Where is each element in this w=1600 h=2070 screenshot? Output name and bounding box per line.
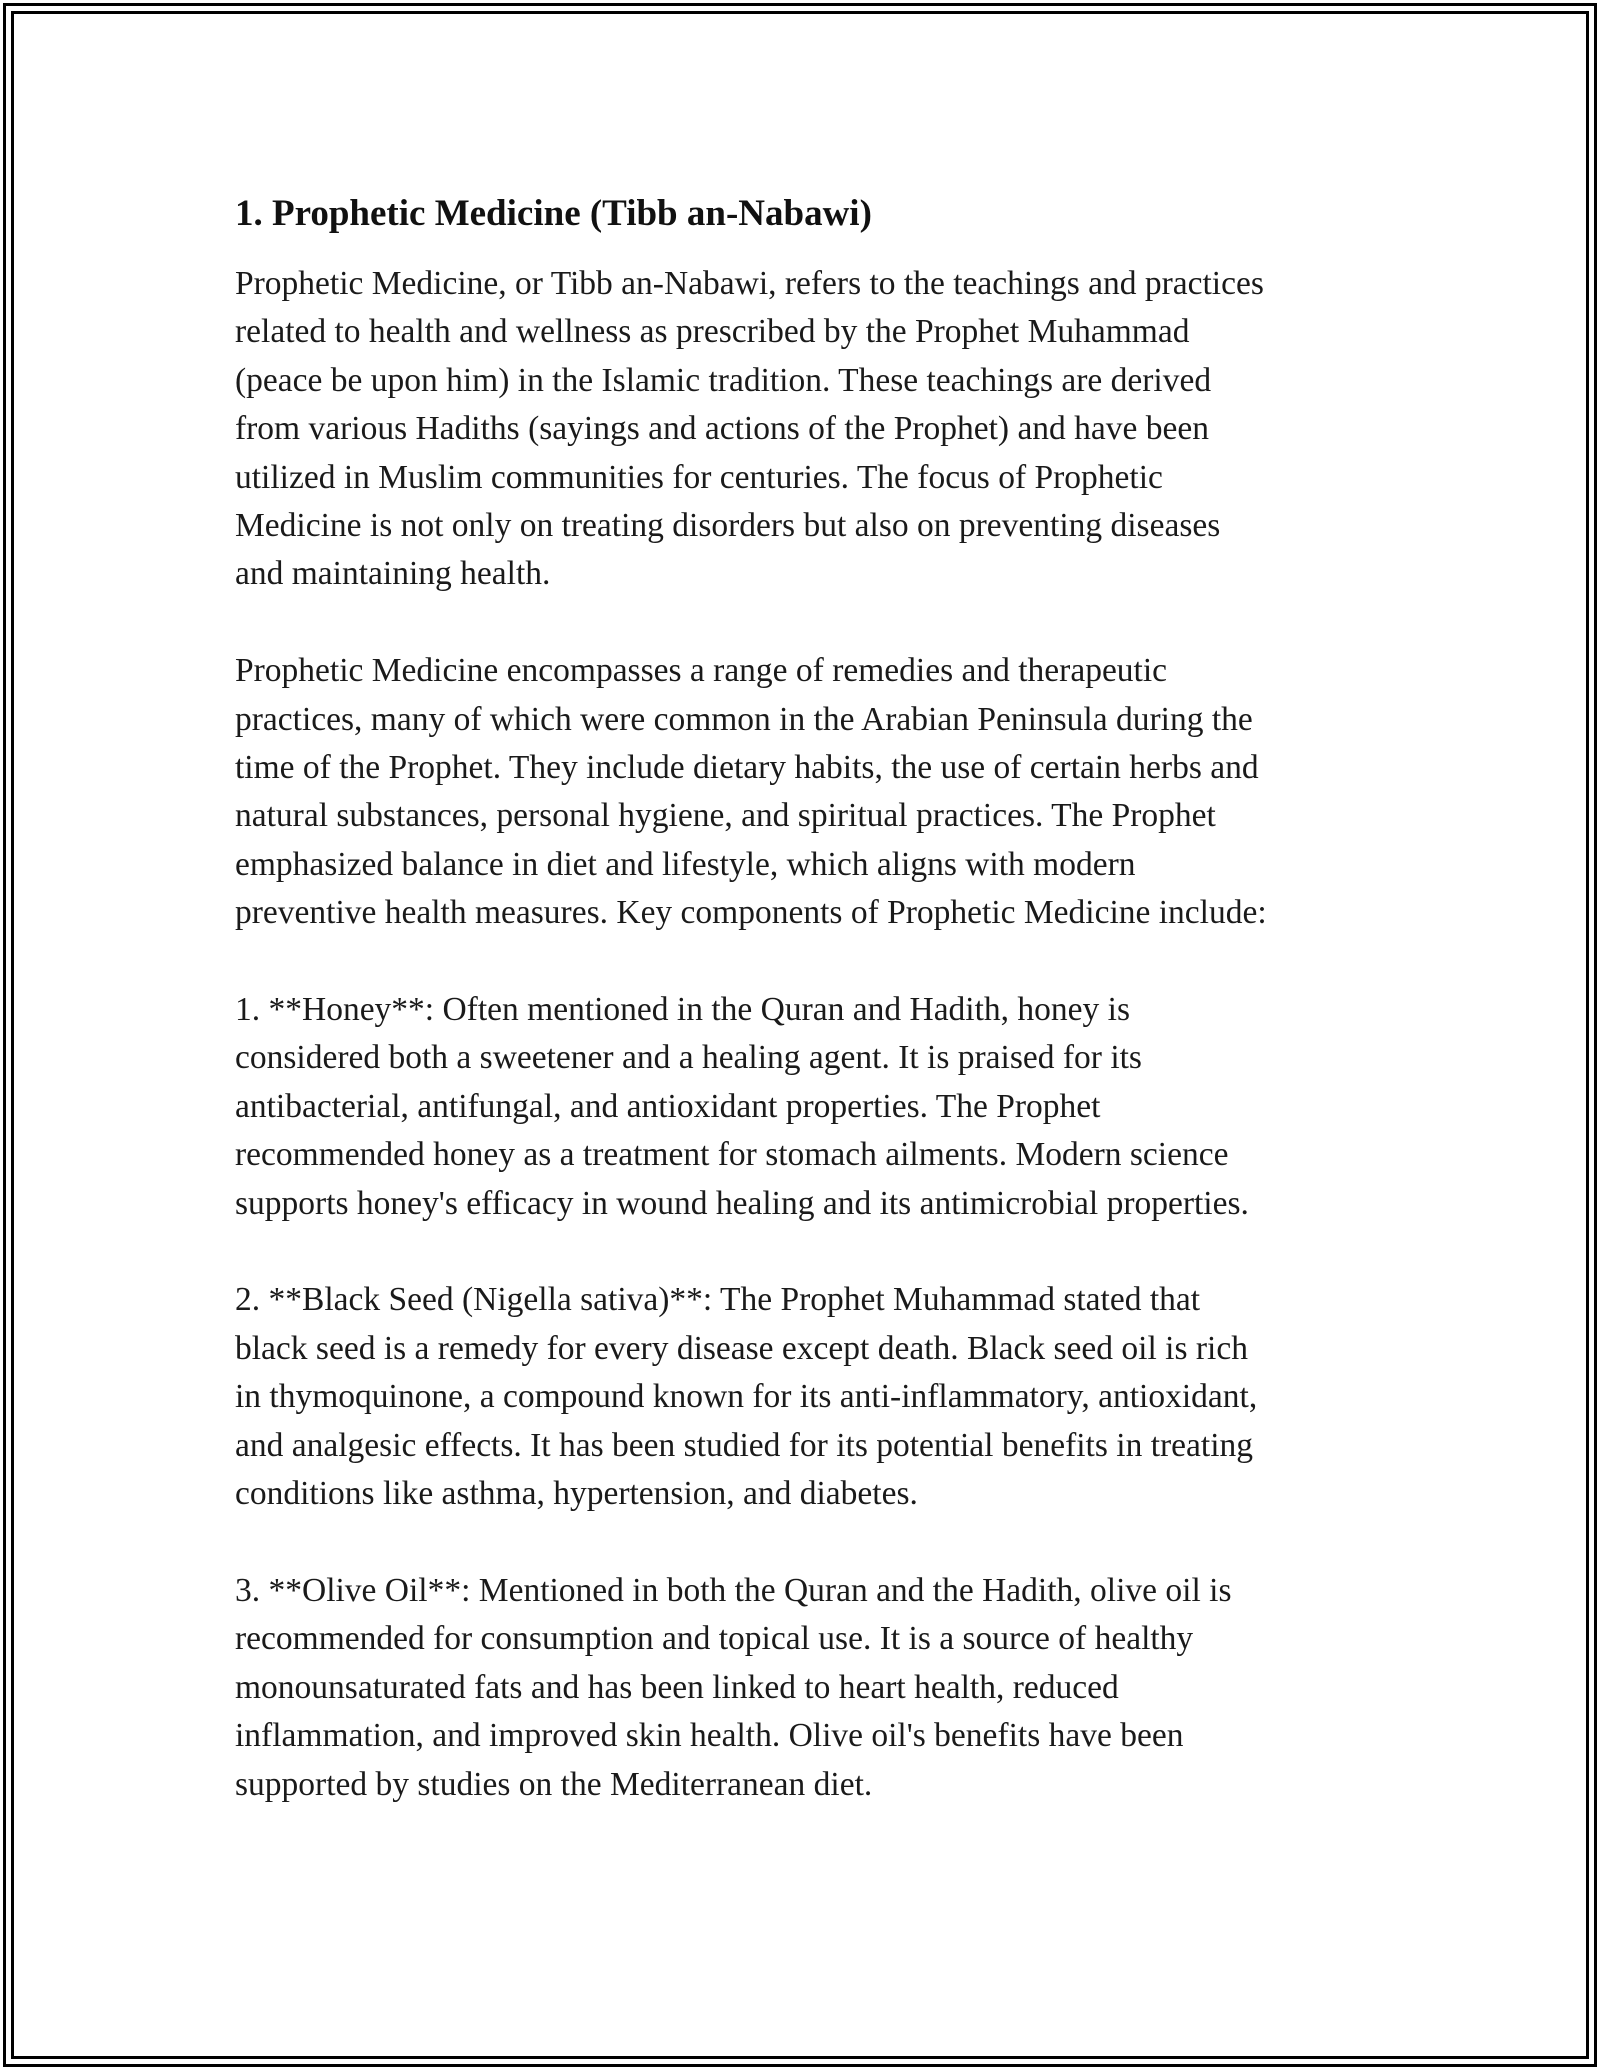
text-line: emphasized balance in diet and lifestyle, which aligns with modern	[235, 845, 1136, 883]
text-line: supports honey's efficacy in wound healing and its antimicrobial properties.	[235, 1184, 1249, 1222]
text-line: 1. **Honey**: Often mentioned in the Quran and Hadith, honey is	[235, 991, 1131, 1029]
text-line: Prophetic Medicine, or Tibb an-Nabawi, refers to the teachings and practices	[235, 265, 1264, 302]
text-line: in thymoquinone, a compound known for its anti-inflammatory, antioxidant,	[235, 1378, 1258, 1416]
text-line: preventive health measures. Key components of Prophetic Medicine include:	[235, 894, 1267, 932]
text-line: and analgesic effects. It has been studied for its potential benefits in treating	[235, 1426, 1254, 1464]
text-line: practices, many of which were common in the Arabian Peninsula during the	[235, 700, 1253, 738]
paragraph-spacer	[235, 1228, 1375, 1276]
text-line: recommended for consumption and topical use. It is a source of healthy	[235, 1620, 1194, 1658]
text-line: inflammation, and improved skin health. Olive oil's benefits have been	[235, 1717, 1184, 1755]
text-line: 3. **Olive Oil**: Mentioned in both the Quran and the Hadith, olive oil is	[235, 1571, 1232, 1609]
paragraph-components	[235, 647, 1375, 937]
text-line: black seed is a remedy for every disease except death. Black seed oil is rich	[235, 1329, 1248, 1367]
text-line: (peace be upon him) in the Islamic tradition. These teachings are derived	[235, 361, 1212, 399]
text-line: related to health and wellness as prescribed by the Prophet Muhammad	[235, 313, 1190, 351]
paragraph-spacer	[235, 599, 1375, 647]
text-line: recommended honey as a treatment for stomach ailments. Modern science	[235, 1136, 1229, 1174]
text-line: and maintaining health.	[235, 555, 551, 593]
text-line: supported by studies on the Mediterranean diet.	[235, 1765, 873, 1803]
section-heading: 1. Prophetic Medicine (Tibb an-Nabawi)	[235, 193, 872, 234]
text-line: utilized in Muslim communities for centuries. The focus of Prophetic	[235, 458, 1163, 496]
text-line: considered both a sweetener and a healing agent. It is praised for its	[235, 1039, 1142, 1077]
paragraph-spacer	[235, 1519, 1375, 1567]
text-line: natural substances, personal hygiene, and spiritual practices. The Prophet	[235, 797, 1216, 835]
text-line: monounsaturated fats and has been linked to heart health, reduced	[235, 1668, 1119, 1706]
text-line: Prophetic Medicine encompasses a range of remedies and therapeutic	[235, 652, 1168, 690]
paragraph-honey	[235, 986, 1375, 1228]
paragraph-olive-oil	[235, 1567, 1375, 1809]
text-line: time of the Prophet. They include dietary habits, the use of certain herbs and	[235, 749, 1259, 787]
paragraph-spacer	[235, 938, 1375, 986]
paragraph-intro	[235, 260, 1375, 599]
paragraph-black-seed	[235, 1276, 1375, 1518]
document-body	[235, 187, 1375, 1809]
text-line: conditions like asthma, hypertension, and diabetes.	[235, 1475, 918, 1513]
text-line: 2. **Black Seed (Nigella sativa)**: The Prophet Muhammad stated that	[235, 1281, 1201, 1319]
text-line: from various Hadiths (sayings and actions of the Prophet) and have been	[235, 410, 1210, 448]
text-line: Medicine is not only on treating disorders but also on preventing diseases	[235, 507, 1221, 545]
text-line: antibacterial, antifungal, and antioxidant properties. The Prophet	[235, 1087, 1101, 1125]
